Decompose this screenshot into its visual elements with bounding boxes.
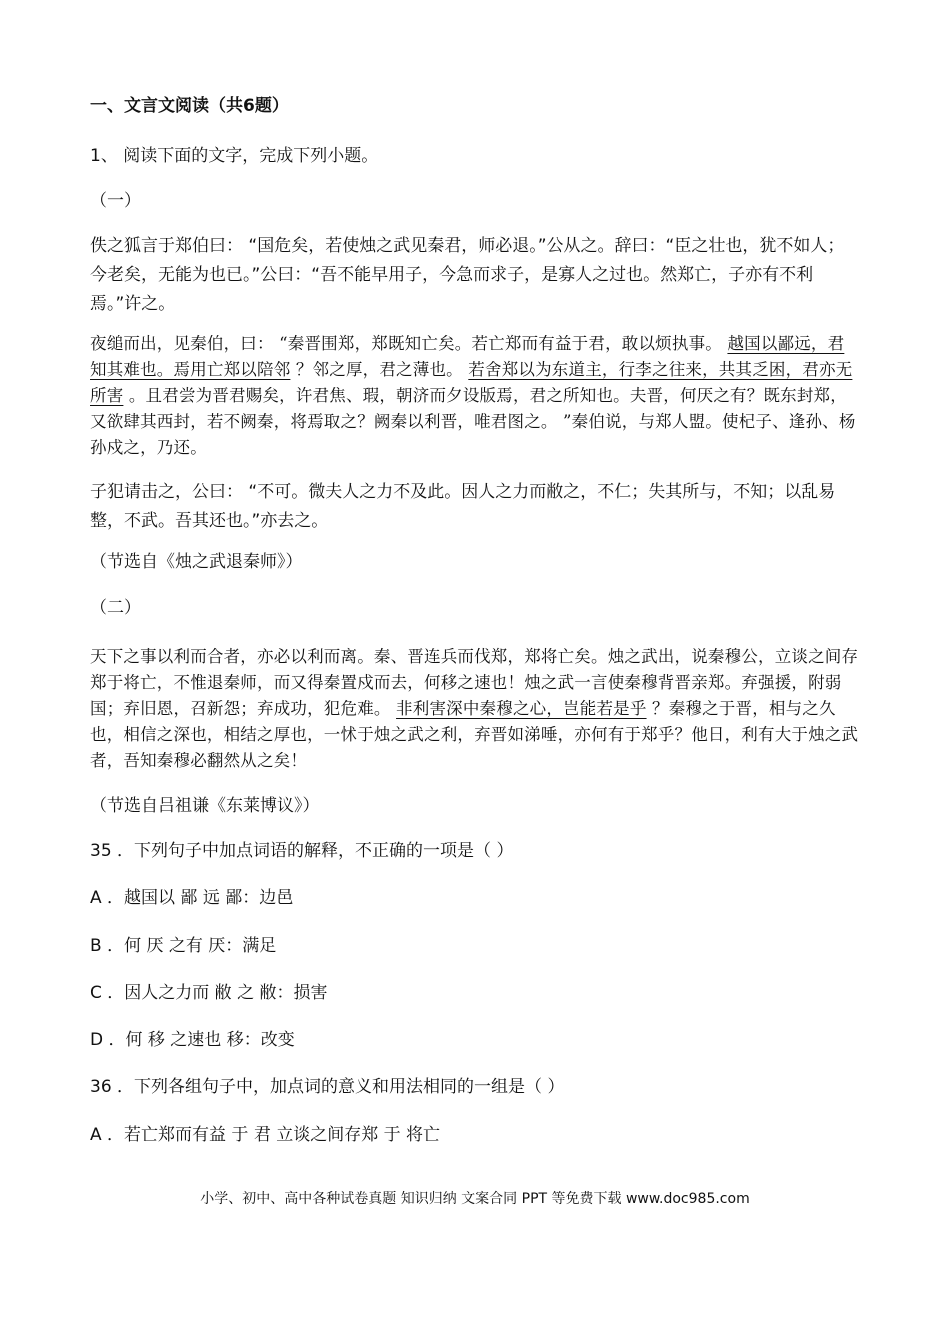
paragraph-4-text-a: 天下之事以利而合者，亦必以利而离。秦、晋连兵而伐郑，郑将亡矣。烛之武出，说秦穆公，立谈之间存郑于将亡，不惟退秦师，而又得秦置戍而去，何移之速也！烛之武一言使秦穆背晋亲郑。弃强援，附弱国；弃旧恩，召新怨；弃成功，犯危难。 (90, 647, 859, 718)
source-1: （节选自《烛之武退秦师》） (90, 552, 303, 572)
question-35-option-c: C ．因人之力而 敝 之 敝：损害 (90, 983, 328, 1003)
source-2: （节选自吕祖谦《东莱博议》） (90, 796, 320, 816)
question-35-option-b: B ．何 厌 之有 厌：满足 (90, 936, 277, 956)
part-1-label: （一） (90, 191, 141, 211)
question-36: 36 ．下列各组句子中，加点词的意义和用法相同的一组是（ ） (90, 1077, 565, 1097)
part-2-label: （二） (90, 598, 141, 618)
question-35-option-a: A ．越国以 鄙 远 鄙：边邑 (90, 888, 294, 908)
paragraph-2-text-c: 。且君尝为晋君赐矣，许君焦、瑕，朝济而夕设版焉，君之所知也。夫晋，何厌之有？既东封郑，又欲肆其西封，若不阙秦，将焉取之？阙秦以利晋，唯君图之。 ”秦伯说，与郑人盟。使杞子、逢孙、杨孙戍之，乃还。 (90, 386, 856, 457)
passage-1-paragraph-2 (90, 331, 860, 461)
paragraph-2-text-b: ？邻之厚，君之薄也。 (290, 360, 469, 379)
passage-1-paragraph-1: 佚之狐言于郑伯曰： “国危矣，若使烛之武见秦君，师必退。”公从之。辞曰：“臣之壮也，犹不如人；今老矣，无能为也已。”公曰：“吾不能早用子，今急而求子，是寡人之过也。然郑亡，子亦有不利焉。”许之。 (90, 236, 845, 314)
underlined-sentence-3: 非利害深中秦穆之心，岂能若是乎 (396, 699, 647, 718)
question-1-prompt: 1、 阅读下面的文字，完成下列小题。 (90, 146, 379, 166)
underlined-sentence-2: 若舍郑以为东道主，行李之往来，共其乏困，君亦无所害 (90, 360, 853, 405)
section-title: 一、文言文阅读（共6题） (90, 96, 289, 116)
passage-1-paragraph-3: 子犯请击之，公曰： “不可。微夫人之力不及此。因人之力而敝之，不仁；失其所与，不知；以乱易整，不武。吾其还也。”亦去之。 (90, 482, 836, 531)
paragraph-2-text-a: 夜缒而出，见秦伯，曰： “秦晋围郑，郑既知亡矣。若亡郑而有益于君，敢以烦执事。 (90, 334, 728, 353)
underlined-sentence-1: 越国以鄙远，君知其难也。焉用亡郑以陪邻 (90, 334, 845, 379)
question-35: 35 ．下列句子中加点词语的解释，不正确的一项是（ ） (90, 841, 514, 861)
paragraph-4-text-b: ？秦穆之于晋，相与之久也，相信之深也，相结之厚也，一怵于烛之武之利，弃晋如涕唾，亦何有于郑乎？他日，利有大于烛之武者，吾知秦穆必翻然从之矣！ (90, 699, 859, 770)
page-footer: 小学、初中、高中各种试卷真题 知识归纳 文案合同 PPT 等免费下载 www.doc985.com (200, 1191, 750, 1207)
question-36-option-a: A ．若亡郑而有益 于 君 立谈之间存郑 于 将亡 (90, 1125, 441, 1145)
passage-2-paragraph (90, 644, 860, 774)
question-35-option-d: D ．何 移 之速也 移：改变 (90, 1030, 295, 1050)
